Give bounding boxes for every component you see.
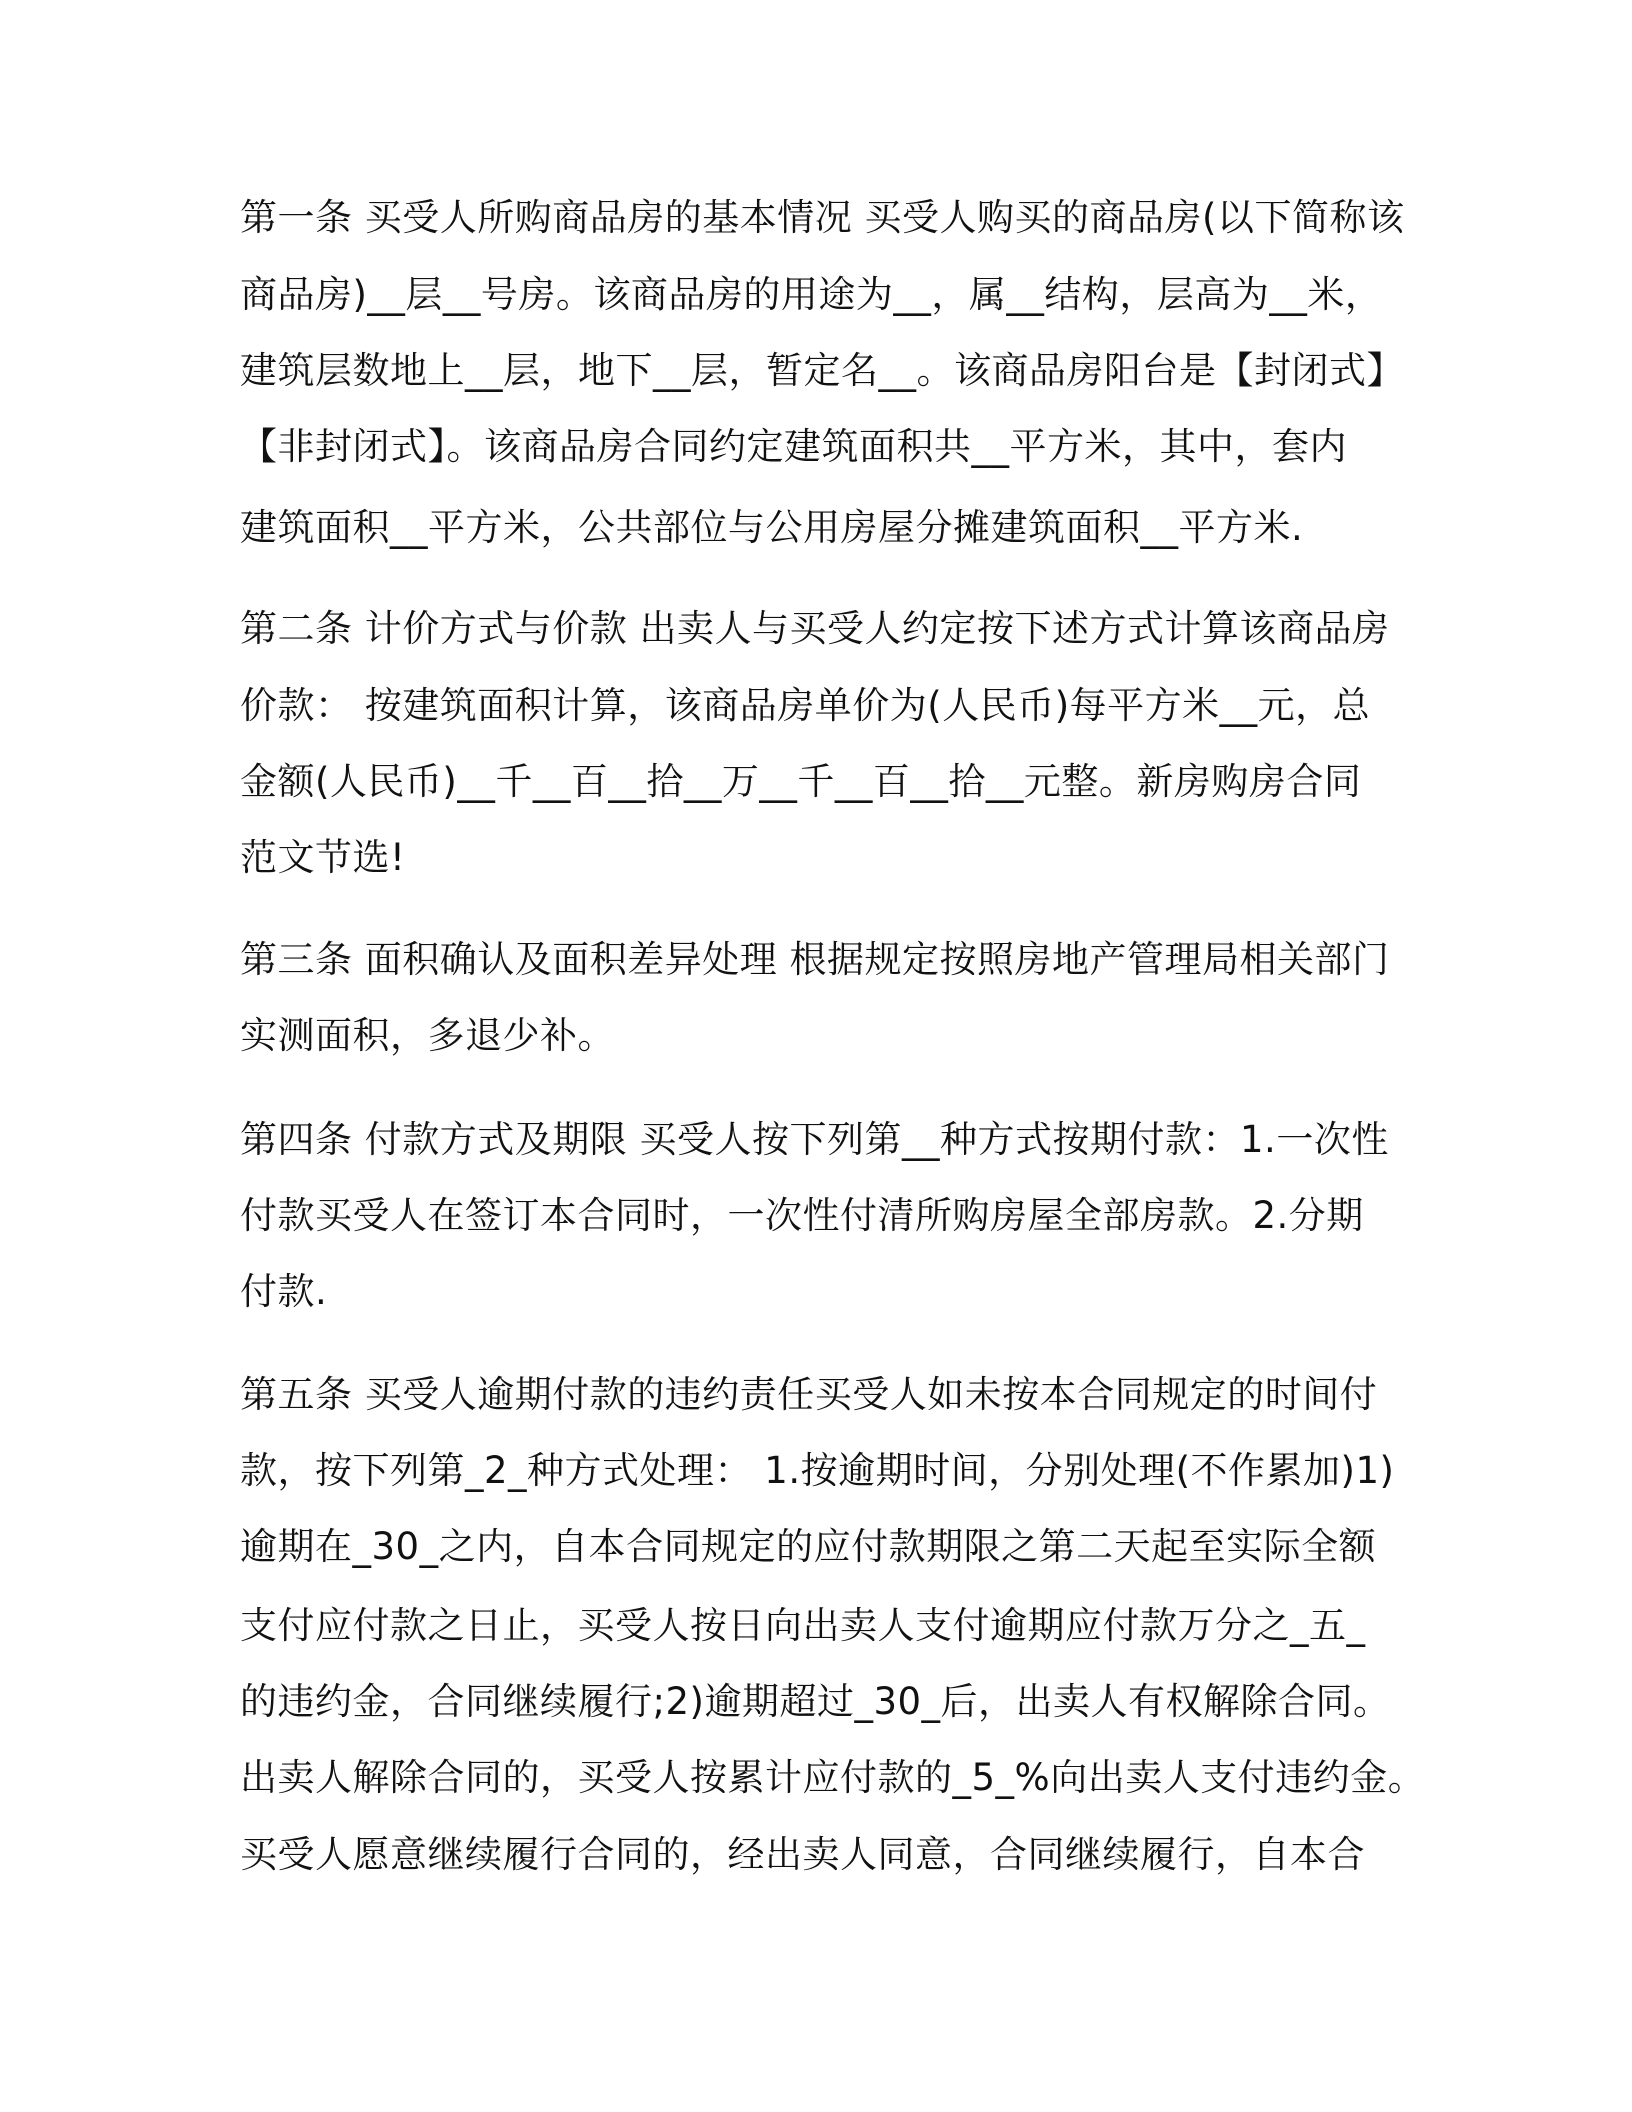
- text-line: 价款： 按建筑面积计算，该商品房单价为(人民币)每平方米__元，总: [240, 684, 1371, 727]
- text-line: 金额(人民币)__千__百__拾__万__千__百__拾__元整。新房购房合同: [240, 760, 1362, 803]
- text-line: 第五条 买受人逾期付款的违约责任买受人如未按本合同规定的时间付: [240, 1373, 1378, 1416]
- text-line: 范文节选!: [240, 836, 406, 879]
- text-line: 建筑面积__平方米，公共部位与公用房屋分摊建筑面积__平方米.: [240, 506, 1304, 549]
- text-line: 第一条 买受人所购商品房的基本情况 买受人购买的商品房(以下简称该: [240, 196, 1405, 239]
- text-line: 买受人愿意继续履行合同的，经出卖人同意，合同继续履行，自本合: [240, 1833, 1365, 1876]
- text-line: 实测面积，多退少补。: [240, 1014, 615, 1057]
- text-line: 第二条 计价方式与价款 出卖人与买受人约定按下述方式计算该商品房: [240, 607, 1390, 650]
- text-line: 【非封闭式】。该商品房合同约定建筑面积共__平方米，其中，套内: [240, 425, 1347, 468]
- text-line: 第三条 面积确认及面积差异处理 根据规定按照房地产管理局相关部门: [240, 938, 1390, 981]
- text-line: 支付应付款之日止，买受人按日向出卖人支付逾期应付款万分之_五_: [240, 1604, 1366, 1647]
- text-line: 建筑层数地上__层，地下__层，暂定名__。该商品房阳台是【封闭式】: [240, 349, 1404, 392]
- text-line: 出卖人解除合同的，买受人按累计应付款的_5_%向出卖人支付违约金。: [240, 1756, 1426, 1799]
- text-line: 第四条 付款方式及期限 买受人按下列第__种方式按期付款：1.一次性: [240, 1118, 1389, 1161]
- text-line: 逾期在_30_之内，自本合同规定的应付款期限之第二天起至实际全额: [240, 1525, 1377, 1568]
- text-line: 款，按下列第_2_种方式处理： 1.按逾期时间，分别处理(不作累加)1): [240, 1449, 1395, 1492]
- text-line: 付款买受人在签订本合同时，一次性付清所购房屋全部房款。2.分期: [240, 1194, 1364, 1237]
- text-line: 的违约金，合同继续履行;2)逾期超过_30_后，出卖人有权解除合同。: [240, 1680, 1391, 1723]
- text-line: 商品房)__层__号房。该商品房的用途为__，属__结构，层高为__米，: [240, 273, 1383, 316]
- text-line: 付款.: [240, 1270, 328, 1313]
